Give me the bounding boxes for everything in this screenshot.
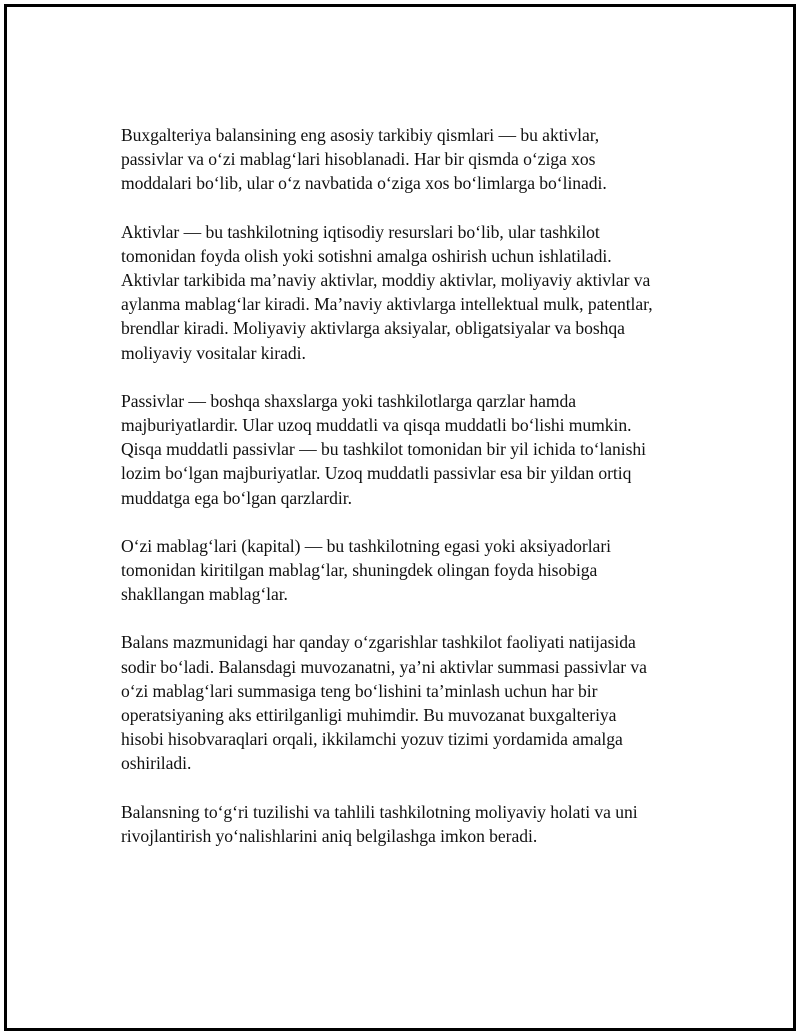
paragraph-conclusion: Balansning to‘g‘ri tuzilishi va tahlili tashkilotning moliyaviy holati va uni rivojlantirish yo‘nalishlarini aniq belgilashga imkon beradi. — [121, 801, 638, 846]
paragraph-balance-changes: Balans mazmunidagi har qanday o‘zgarishlar tashkilot faoliyati natijasida sodir bo‘ladi. Balansdagi muvozanatni, ya’ni aktivlar summasi passivlar va o‘zi mablag‘lari summasiga teng bo‘lishini ta’minlash uchun har bir operatsiyaning aks ettirilganligi muhimdir. Bu muvozanat buxgalteriya hisobi hisobvaraqlari orqali, ikkilamchi yozuv tizimi yordamida amalga oshiriladi. — [121, 632, 647, 774]
paragraph-assets: Aktivlar — bu tashkilotning iqtisodiy resurslari bo‘lib, ular tashkilot tomonidan foyda olish yoki sotishni amalga oshirish uchun ishlatiladi. Aktivlar tarkibida ma’naviy aktivlar, moddiy aktivlar, moliyaviy aktivlar va aylanma mablag‘lar kiradi. Ma’naviy aktivlarga intellektual mulk, patentlar, brendlar kiradi. Moliyaviy aktivlarga aksiyalar, obligatsiyalar va boshqa moliyaviy vositalar kiradi. — [121, 221, 653, 363]
paragraph-balance-components: Buxgalteriya balansining eng asosiy tarkibiy qismlari — bu aktivlar, passivlar va o‘zi mablag‘lari hisoblanadi. Har bir qismda o‘ziga xos moddalari bo‘lib, ular o‘z navbatida o‘ziga xos bo‘limlarga bo‘linadi. — [121, 125, 607, 194]
document-body — [121, 123, 701, 872]
page-frame — [4, 4, 796, 1031]
paragraph-equity: O‘zi mablag‘lari (kapital) — bu tashkilotning egasi yoki aksiyadorlari tomonidan kiritilgan mablag‘lar, shuningdek olingan foyda hisobiga shakllangan mablag‘lar. — [121, 535, 611, 605]
paragraph-liabilities: Passivlar — boshqa shaxslarga yoki tashkilotlarga qarzlar hamda majburiyatlardir. Ular uzoq muddatli va qisqa muddatli bo‘lishi mumkin. Qisqa muddatli passivlar — bu tashkilot tomonidan bir yil ichida to‘lanishi lozim bo‘lgan majburiyatlar. Uzoq muddatli passivlar esa bir yildan ortiq muddatga ega bo‘lgan qarzlardir. — [121, 390, 646, 508]
